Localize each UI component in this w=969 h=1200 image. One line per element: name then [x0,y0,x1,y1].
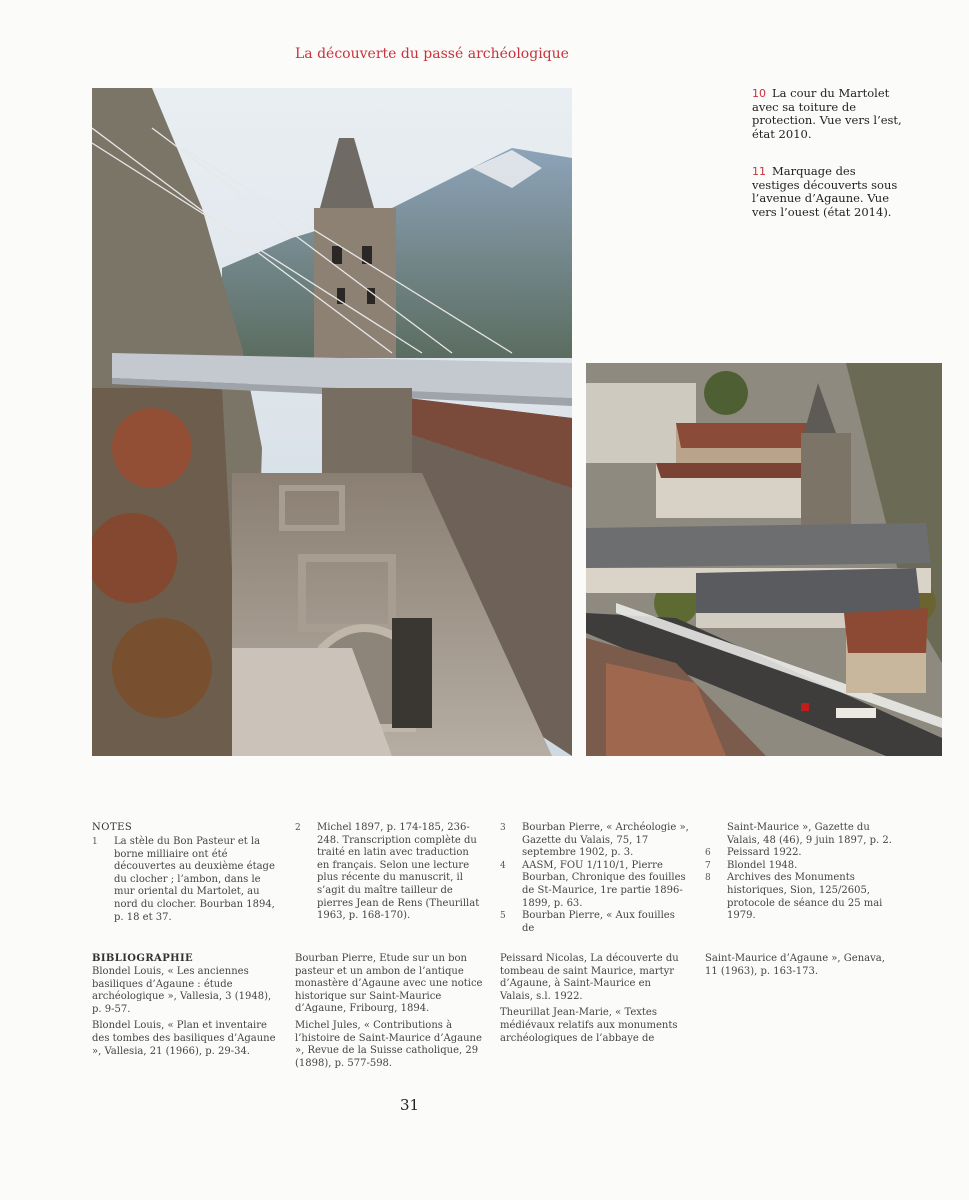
note-number [705,822,727,847]
notes-column-2 [295,822,480,923]
bibliography-column-4 [705,953,900,982]
note-number: 8 [705,873,711,884]
note-text: Michel 1897, p. 174-185, 236-248. Transcription complète du traité en latin avec traduction en français. Selon une lecture plus récente du manuscrit, il s’agit du maître tailleur de pierres Jean de Rens (Theurillat 1963, p. 168-170). [317,822,480,922]
caption-number: 11 [752,165,766,178]
note-number: 3 [500,823,506,833]
note-text: Bourban Pierre, « Archéologie », Gazette du Valais, 75, 17 septembre 1902, p. 3. [522,822,689,859]
note-item [500,860,690,910]
note-text: La stèle du Bon Pasteur et la borne milliaire ont été découvertes au deuxième étage du clocher ; l’ambon, dans le mur oriental du Martolet, au nord du clocher. Bourban 1894, p. 18 et 37. [114,836,275,923]
bibliography-entry: Peissard Nicolas, La découverte du tombeau de saint Maurice, martyr d’Agaune, à Saint-Maurice en Valais, s.l. 1922. [500,953,679,1002]
note-item [705,872,900,922]
note-text: Bourban Pierre, « Aux fouilles de [522,910,675,934]
bibliography-heading: BIBLIOGRAPHIE [92,953,194,964]
bibliography-entry: Theurillat Jean-Marie, « Textes médiévaux relatifs aux monuments archéologiques de l’abbaye de [500,1007,678,1044]
note-item [295,822,480,923]
bibliography-column-2 [295,953,485,1074]
note-text: Archives des Monuments historiques, Sion, 125/2605, protocole de séance du 25 mai 1979. [727,872,883,922]
note-item [705,822,900,847]
caption-text: La cour du Martolet avec sa toiture de protection. Vue vers l’est, état 2010. [752,86,902,141]
note-text: Peissard 1922. [727,847,802,859]
notes-column-3 [500,822,690,935]
running-header: La découverte du passé archéologique [295,46,569,62]
note-item [705,847,900,860]
note-number: 6 [705,848,711,859]
bibliography-column-1 [92,966,277,1062]
caption-11 [752,165,902,219]
page-number: 31 [400,1096,420,1114]
note-item [92,836,277,924]
note-item [705,860,900,873]
bibliography-entry: Blondel Louis, « Les anciennes basiliques d’Agaune : étude archéologique », Vallesia, 3 (1948), p. 9-57. [92,966,272,1015]
note-number: 4 [500,860,506,871]
bibliography-entry: Michel Jules, « Contributions à l’histoire de Saint-Maurice d’Agaune », Revue de la Suisse catholique, 29 (1898), p. 577-598. [295,1019,482,1069]
caption-number: 10 [752,87,766,100]
notes-column-4 [705,822,900,923]
bibliography-entry: Saint-Maurice d’Agaune », Genava, 11 (1963), p. 163-173. [705,953,885,977]
caption-text: Marquage des vestiges découverts sous l’avenue d’Agaune. Vue vers l’ouest (état 2014). [752,164,898,219]
bibliography-column-3 [500,953,680,1049]
notes-column-1 [92,836,277,924]
note-text: Blondel 1948. [727,859,798,871]
photo-avenue-agaune [586,363,942,756]
note-item [500,910,690,935]
photo-cour-martolet [92,88,572,756]
note-number: 5 [500,911,506,922]
notes-heading: NOTES [92,822,133,833]
note-number: 1 [92,837,98,847]
bibliography-entry: Bourban Pierre, Etude sur un bon pasteur et un ambon de l’antique monastère d’Agaune avec une notice historique sur Saint-Maurice d’Agaune, Fribourg, 1894. [295,953,483,1015]
note-text: AASM, FOU 1/110/1, Pierre Bourban, Chronique des fouilles de St-Maurice, 1re partie 1896-1899, p. 63. [522,859,686,909]
note-text: Saint-Maurice », Gazette du Valais, 48 (46), 9 juin 1897, p. 2. [727,822,892,846]
bibliography-entry: Blondel Louis, « Plan et inventaire des tombes des basiliques d’Agaune », Vallesia, 21 (1966), p. 29-34. [92,1020,276,1057]
note-number: 7 [705,860,711,871]
note-item [500,822,690,860]
note-number: 2 [295,823,301,833]
caption-10 [752,87,902,141]
